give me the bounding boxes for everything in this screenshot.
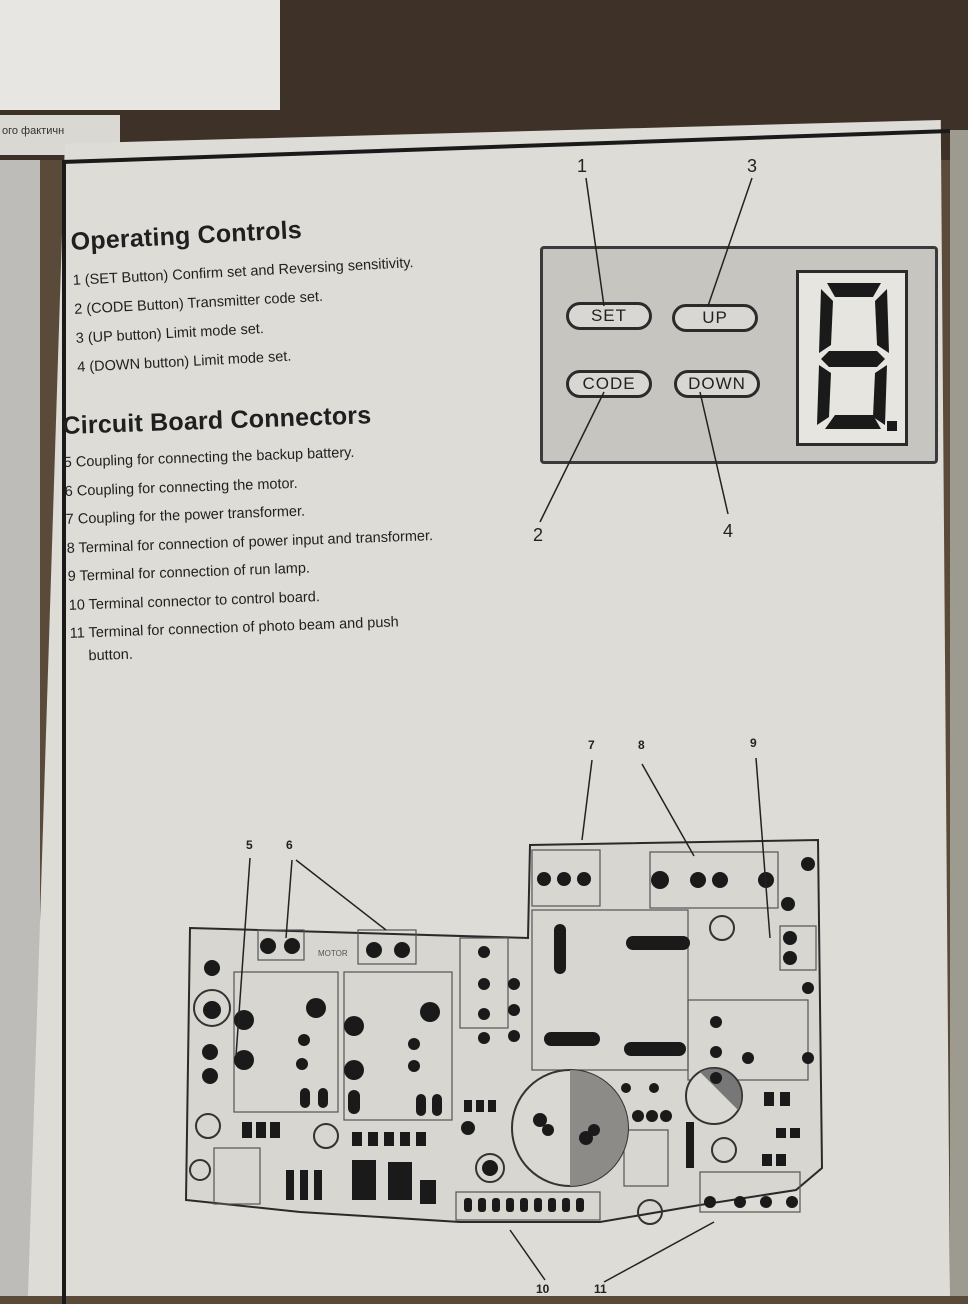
connector-item: button. (88, 646, 134, 664)
connector-item: 6 Coupling for connecting the motor. (64, 475, 298, 500)
control-item: 2 (CODE Button) Transmitter code set. (73, 288, 324, 318)
control-item: 3 (UP button) Limit mode set. (75, 321, 265, 347)
background-sheet-text: ого фактичн (2, 125, 65, 137)
connectors-title: Circuit Board Connectors (62, 401, 372, 440)
callout-6: 6 (286, 838, 293, 852)
control-item: 1 (SET Button) Confirm set and Reversing sensitivity. (72, 255, 414, 289)
code-button-illustration: CODE (566, 370, 652, 398)
callout-2: 2 (533, 525, 544, 545)
connector-item: 11 Terminal for connection of photo beam and push (69, 614, 399, 642)
callout-8: 8 (638, 738, 645, 752)
connector-item: 8 Terminal for connection of power input and transformer. (66, 527, 434, 557)
motor-label: MOTOR (318, 949, 348, 958)
callout-3: 3 (747, 156, 758, 176)
connector-item: 9 Terminal for connection of run lamp. (67, 560, 311, 585)
callout-10: 10 (536, 1282, 550, 1296)
callout-1: 1 (577, 156, 588, 176)
connector-item: 7 Coupling for the power transformer. (65, 503, 306, 528)
connector-item: 10 Terminal connector to control board. (68, 588, 321, 614)
up-button-illustration: UP (672, 304, 758, 332)
callout-9: 9 (750, 736, 757, 750)
down-button-illustration: DOWN (674, 370, 760, 398)
connector-item: 5 Coupling for connecting the backup battery. (63, 444, 355, 471)
operating-controls-title: Operating Controls (70, 215, 303, 256)
callout-7: 7 (588, 738, 595, 752)
callout-4: 4 (723, 521, 734, 541)
callout-11: 11 (594, 1282, 607, 1296)
set-button-illustration: SET (566, 302, 652, 330)
callout-5: 5 (246, 838, 253, 852)
control-item: 4 (DOWN button) Limit mode set. (76, 348, 292, 376)
